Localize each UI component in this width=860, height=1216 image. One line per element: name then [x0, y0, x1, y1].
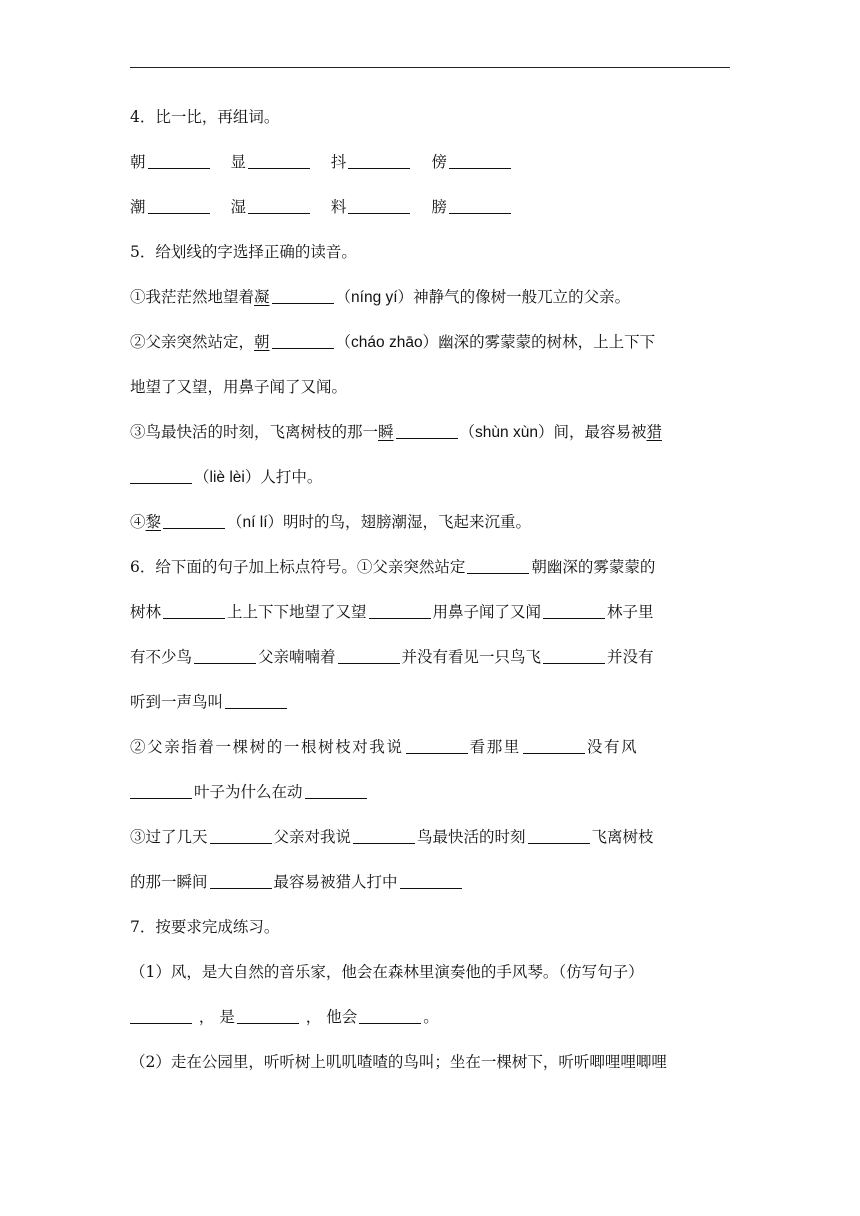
q7-sentence-1: （1）风，是大自然的音乐家，他会在森林里演奏他的手风琴。（仿写句子）: [130, 963, 644, 981]
q5-item-2: [130, 331, 730, 354]
answer-blank[interactable]: [348, 199, 410, 214]
answer-blank[interactable]: [194, 649, 256, 664]
q5-item-2-cont: 地望了又望，用鼻子闻了又闻。: [130, 378, 348, 396]
answer-blank[interactable]: [130, 469, 192, 484]
answer-blank[interactable]: [210, 829, 272, 844]
answer-blank[interactable]: [467, 559, 529, 574]
underlined-char: 凝: [254, 288, 270, 306]
underlined-char: 黎: [145, 513, 162, 531]
text: 鸟最快活的时刻: [417, 828, 526, 846]
answer-blank[interactable]: [272, 334, 334, 349]
underlined-char: 瞬: [378, 423, 394, 441]
answer-blank[interactable]: [353, 829, 415, 844]
answer-blank[interactable]: [237, 1009, 299, 1024]
q4-char: 料: [330, 198, 347, 216]
answer-blank[interactable]: [272, 289, 334, 304]
text: ①我茫茫然地望着: [130, 288, 255, 306]
pinyin-options: （shùn xùn）: [459, 424, 554, 441]
text: 幽深的雾蒙蒙的树林，上上下下: [438, 333, 656, 351]
answer-blank[interactable]: [163, 514, 225, 529]
q4-char: 傍: [431, 153, 447, 171]
q6-line-8: [130, 871, 730, 893]
q6-line-1: [130, 556, 730, 578]
text: 看那里: [469, 738, 521, 756]
q7-title: 7．按要求完成练习。: [130, 918, 280, 936]
text: 间，最容易被: [553, 423, 647, 441]
text: ②父亲突然站定，: [130, 333, 255, 351]
pinyin-options: （ní lí）: [227, 514, 284, 531]
text: 最容易被猎人打中: [273, 873, 398, 891]
answer-blank[interactable]: [248, 199, 310, 214]
text: 神静气的像树一般兀立的父亲。: [413, 288, 631, 306]
text: ， 他会: [300, 1008, 358, 1026]
answer-blank[interactable]: [163, 604, 225, 619]
q5-item-3-cont: [130, 466, 730, 489]
text: 飞离树枝: [591, 828, 654, 846]
text: 听到一声鸟叫: [130, 693, 224, 711]
answer-blank[interactable]: [406, 739, 468, 754]
answer-blank[interactable]: [449, 199, 511, 214]
answer-blank[interactable]: [543, 604, 605, 619]
text: 没有风: [586, 738, 639, 756]
answer-blank[interactable]: [359, 1009, 421, 1024]
text: 上上下下地望了又望: [227, 603, 367, 621]
text: 并没有看见一只鸟飞: [401, 648, 542, 666]
q4-char: 湿: [230, 198, 246, 216]
answer-blank[interactable]: [148, 154, 210, 169]
text: 朝幽深的雾蒙蒙的: [531, 558, 656, 576]
answer-blank[interactable]: [523, 739, 585, 754]
answer-blank[interactable]: [210, 874, 272, 889]
q5-item-1: [130, 286, 730, 309]
text: 树林: [130, 603, 162, 621]
text: ③鸟最快活的时刻，飞离树枝的那一: [130, 423, 379, 441]
text: 父亲对我说: [273, 828, 352, 846]
q5-title: 5．给划线的字选择正确的读音。: [130, 243, 357, 261]
answer-blank[interactable]: [543, 649, 605, 664]
q6-line-4: [130, 691, 730, 713]
underlined-char: 朝: [254, 333, 270, 351]
answer-blank[interactable]: [148, 199, 210, 214]
q6-line-6: [130, 781, 730, 803]
q4-title: 4．比一比，再组词。: [130, 108, 280, 126]
q6-line-2: [130, 601, 730, 623]
pinyin-options: （cháo zhāo）: [335, 334, 439, 351]
q4-row-1: [130, 151, 730, 173]
text: 用鼻子闻了又闻: [432, 603, 542, 621]
text: ②父亲指着一棵树的一根树枝对我说: [130, 738, 404, 756]
answer-blank[interactable]: [396, 424, 458, 439]
q7-fill-line: [130, 1006, 730, 1028]
answer-blank[interactable]: [338, 649, 400, 664]
text: 并没有: [607, 648, 654, 666]
answer-blank[interactable]: [449, 154, 511, 169]
pinyin-options: （liè lèi）: [194, 469, 261, 486]
text: ④: [130, 513, 146, 531]
q4-char: 膀: [431, 198, 447, 216]
answer-blank[interactable]: [248, 154, 310, 169]
text: 父亲喃喃着: [258, 648, 336, 666]
answer-blank[interactable]: [369, 604, 431, 619]
q4-char: 显: [230, 153, 246, 171]
text: 人打中。: [260, 468, 323, 486]
q5-item-4: [130, 511, 730, 534]
q4-char: 朝: [130, 153, 146, 171]
text: 6．给下面的句子加上标点符号。①父亲突然站定: [130, 558, 466, 576]
text: 的那一瞬间: [130, 873, 208, 891]
text: 叶子为什么在动: [194, 783, 303, 801]
text: 。: [423, 1008, 439, 1026]
answer-blank[interactable]: [130, 1009, 192, 1024]
text: ③过了几天: [130, 828, 208, 846]
header-rule: [130, 67, 730, 68]
answer-blank[interactable]: [400, 874, 462, 889]
text: 有不少鸟: [130, 648, 193, 666]
q5-item-3: [130, 421, 730, 444]
answer-blank[interactable]: [225, 694, 287, 709]
q6-line-7: [130, 826, 730, 848]
q7-sentence-2: （2）走在公园里，听听树上叽叽喳喳的鸟叫；坐在一棵树下，听听唧哩哩唧哩: [130, 1053, 667, 1071]
pinyin-options: （níng yí）: [335, 289, 414, 306]
q6-line-3: [130, 646, 730, 668]
underlined-char: 猎: [646, 423, 662, 441]
text: 林子里: [607, 603, 654, 621]
q4-char: 潮: [130, 198, 146, 216]
text: ， 是: [194, 1008, 235, 1026]
answer-blank[interactable]: [130, 784, 192, 799]
q6-line-5: [130, 736, 730, 758]
q4-row-2: [130, 196, 730, 218]
answer-blank[interactable]: [528, 829, 590, 844]
answer-blank[interactable]: [305, 784, 367, 799]
answer-blank[interactable]: [348, 154, 410, 169]
q4-char: 抖: [330, 153, 347, 171]
text: 明时的鸟，翅膀潮湿，飞起来沉重。: [283, 513, 532, 531]
